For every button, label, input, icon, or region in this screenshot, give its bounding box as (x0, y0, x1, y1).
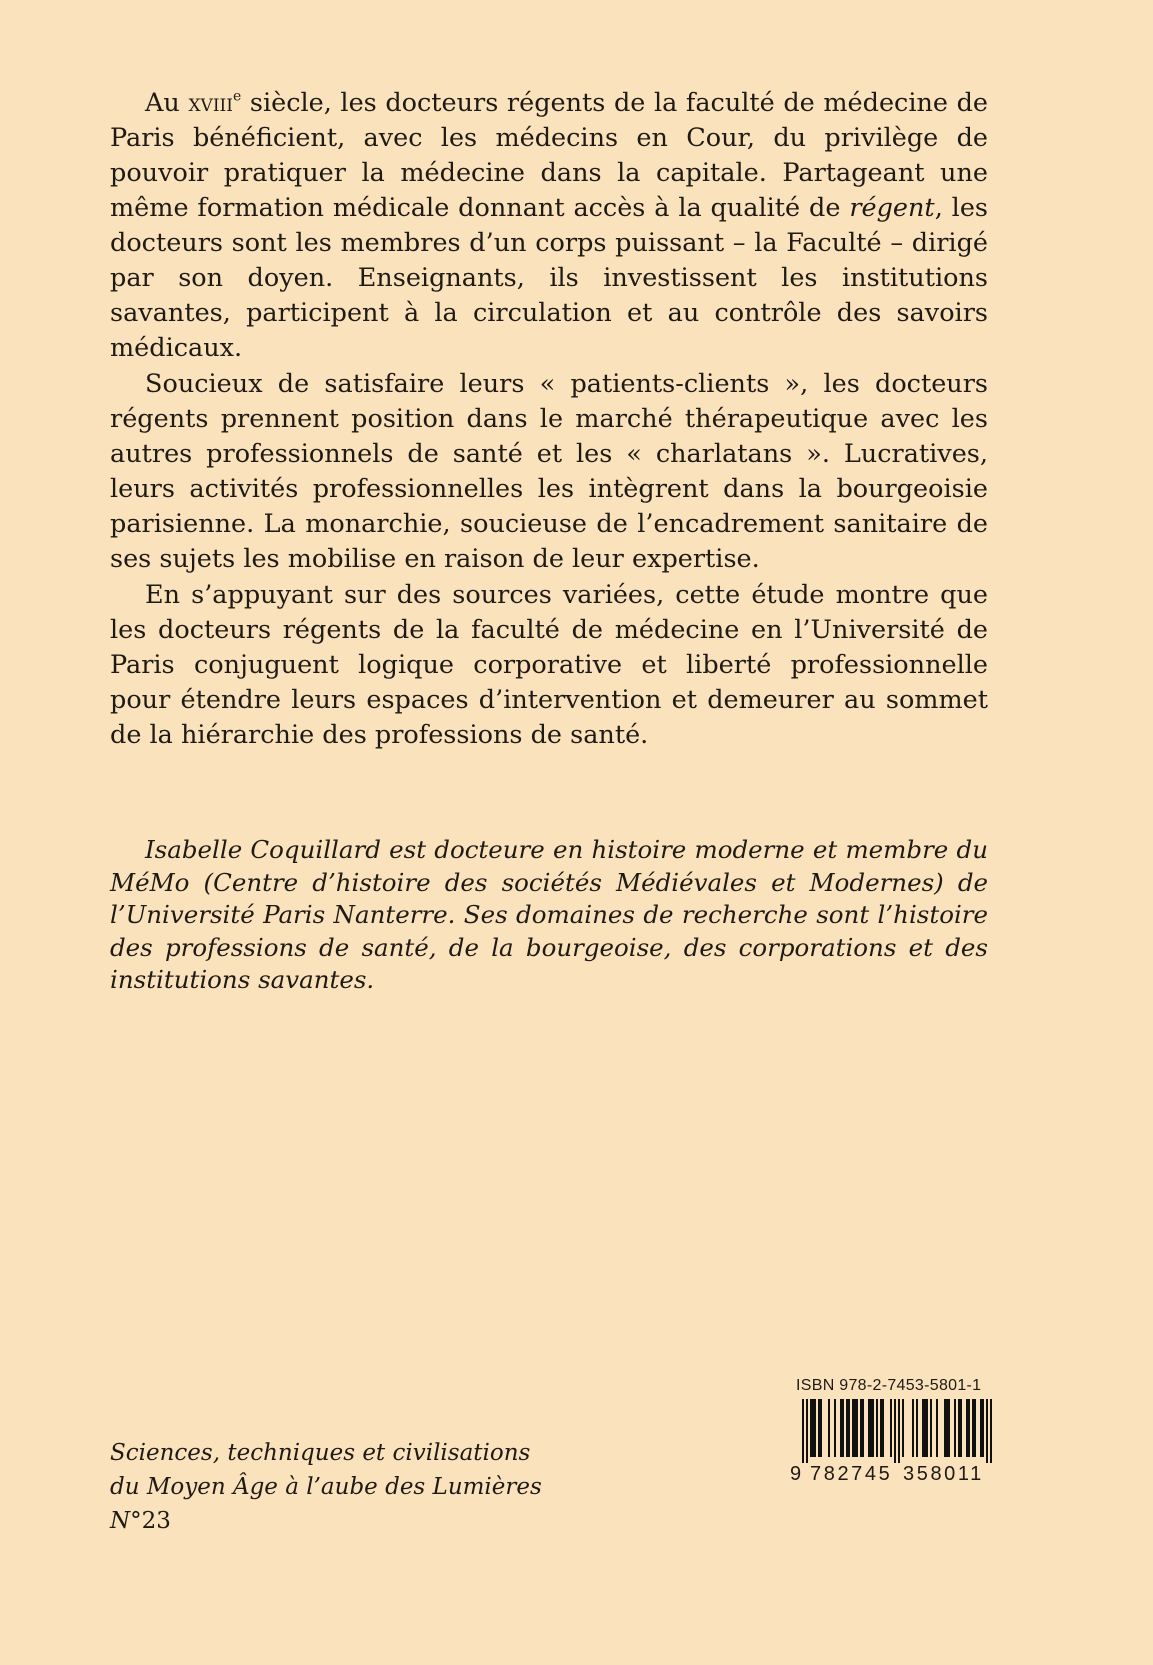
ean-group-1: 782745 (810, 1463, 893, 1485)
barcode-bar (936, 1399, 938, 1457)
series-line-2-text: du Moyen Âge à l’aube des Lumières N (110, 1474, 542, 1534)
barcode-bar (960, 1399, 962, 1457)
barcode-bar (870, 1399, 872, 1457)
barcode-bar (834, 1399, 836, 1457)
barcode-guard-bar (806, 1399, 808, 1463)
barcode-bar (944, 1399, 946, 1457)
century-superscript: e (232, 88, 242, 105)
barcode-bar (954, 1399, 956, 1457)
barcode-guard-bar (802, 1399, 804, 1463)
barcode-bar (958, 1399, 960, 1457)
century-numeral: xviii (188, 89, 233, 117)
barcode-bar (810, 1399, 812, 1457)
barcode-bar (912, 1399, 914, 1457)
barcode-bar (854, 1399, 856, 1457)
barcode-bar (966, 1399, 968, 1457)
barcode-bar (972, 1399, 974, 1457)
barcode-bar (880, 1399, 882, 1457)
author-bio: Isabelle Coquillard est docteure en histoire moderne et membre du MéMo (Centre d’histoire des sociétés Médiévales et Modernes) de l’Université Paris Nanterre. Ses domaines de recherche sont l’histoire des professions de santé, de la bourgeoise, des corporations et des institutions savantes. (110, 835, 988, 994)
barcode-bar (948, 1399, 950, 1457)
series-line-2 (110, 1470, 590, 1538)
series-number: °23 (130, 1508, 171, 1534)
barcode-bar (820, 1399, 822, 1457)
barcode-bar (840, 1399, 842, 1457)
ean-first-digit: 9 (790, 1463, 802, 1485)
barcode-guard-bar (990, 1399, 992, 1463)
isbn-barcode (790, 1377, 995, 1489)
barcode-bar (848, 1399, 850, 1457)
barcode-guard-bar (986, 1399, 988, 1463)
summary-p1-text-b: , les docteurs sont les membres d’un corps puissant – la Faculté – dirigé par son doyen. Enseignants, ils investissent les institutions savantes, participent à la circulation et au contrôle des savoirs médicaux. (110, 193, 988, 363)
summary-p1-text-a: siècle, les docteurs régents de la faculté de médecine de Paris bénéficient, avec les médecins en Cour, du privilège de pouvoir pratiquer la médecine dans la capitale. Partageant une même formation médicale donnant accès à la qualité de (110, 88, 988, 223)
barcode-guard-bar (898, 1399, 900, 1463)
barcode-bar (926, 1399, 928, 1457)
summary-paragraph-1 (110, 86, 988, 366)
series-info (110, 1436, 590, 1538)
series-line-1: Sciences, techniques et civilisations (110, 1440, 531, 1466)
barcode-bar (862, 1399, 864, 1457)
barcode-bar (930, 1399, 932, 1457)
barcode-bar (980, 1399, 982, 1457)
barcode-bar (814, 1399, 816, 1457)
barcode-bar (924, 1399, 926, 1457)
barcode-bar (846, 1399, 848, 1457)
barcode-bar (882, 1399, 884, 1457)
barcode-bar (828, 1399, 830, 1457)
ean-group-2: 358011 (903, 1463, 984, 1485)
barcode-bar (890, 1399, 892, 1457)
barcode-bar (876, 1399, 878, 1457)
barcode-bar (902, 1399, 904, 1457)
barcode-bar (916, 1399, 918, 1457)
barcode-bar (922, 1399, 924, 1457)
barcode-bar (968, 1399, 970, 1457)
barcode-bars (802, 1399, 992, 1463)
barcode-bar (842, 1399, 844, 1457)
summary-p1-prefix: Au (145, 88, 189, 118)
summary-p1-italic: régent (849, 193, 935, 223)
summary-paragraph-3: En s’appuyant sur des sources variées, cette étude montre que les docteurs régents de la faculté de médecine en l’Université de Paris conjuguent logique corporative et liberté professionnelle pour étendre leurs espaces d’intervention et demeurer au sommet de la hiérarchie des professions de santé. (110, 580, 988, 750)
barcode-bar (818, 1399, 820, 1457)
barcode-bar (946, 1399, 948, 1457)
barcode-bar (860, 1399, 862, 1457)
barcode-bar (852, 1399, 854, 1457)
barcode-bar (856, 1399, 858, 1457)
barcode-guard-bar (894, 1399, 896, 1463)
barcode-bar (812, 1399, 814, 1457)
isbn-label: ISBN 978-2-7453-5801-1 (796, 1377, 982, 1394)
barcode-bar (872, 1399, 874, 1457)
barcode-bar (982, 1399, 984, 1457)
barcode-bar (868, 1399, 870, 1457)
barcode-bar (974, 1399, 976, 1457)
book-summary (110, 86, 988, 753)
summary-paragraph-2: Soucieux de satisfaire leurs « patients-clients », les docteurs régents prennent position dans le marché thérapeutique avec les autres professionnels de santé et les « charlatans ». Lucratives, leurs activités professionnelles les intègrent dans la bourgeoisie parisienne. La monarchie, soucieuse de l’encadrement sanitaire de ses sujets les mobilise en raison de leur expertise. (110, 369, 988, 574)
